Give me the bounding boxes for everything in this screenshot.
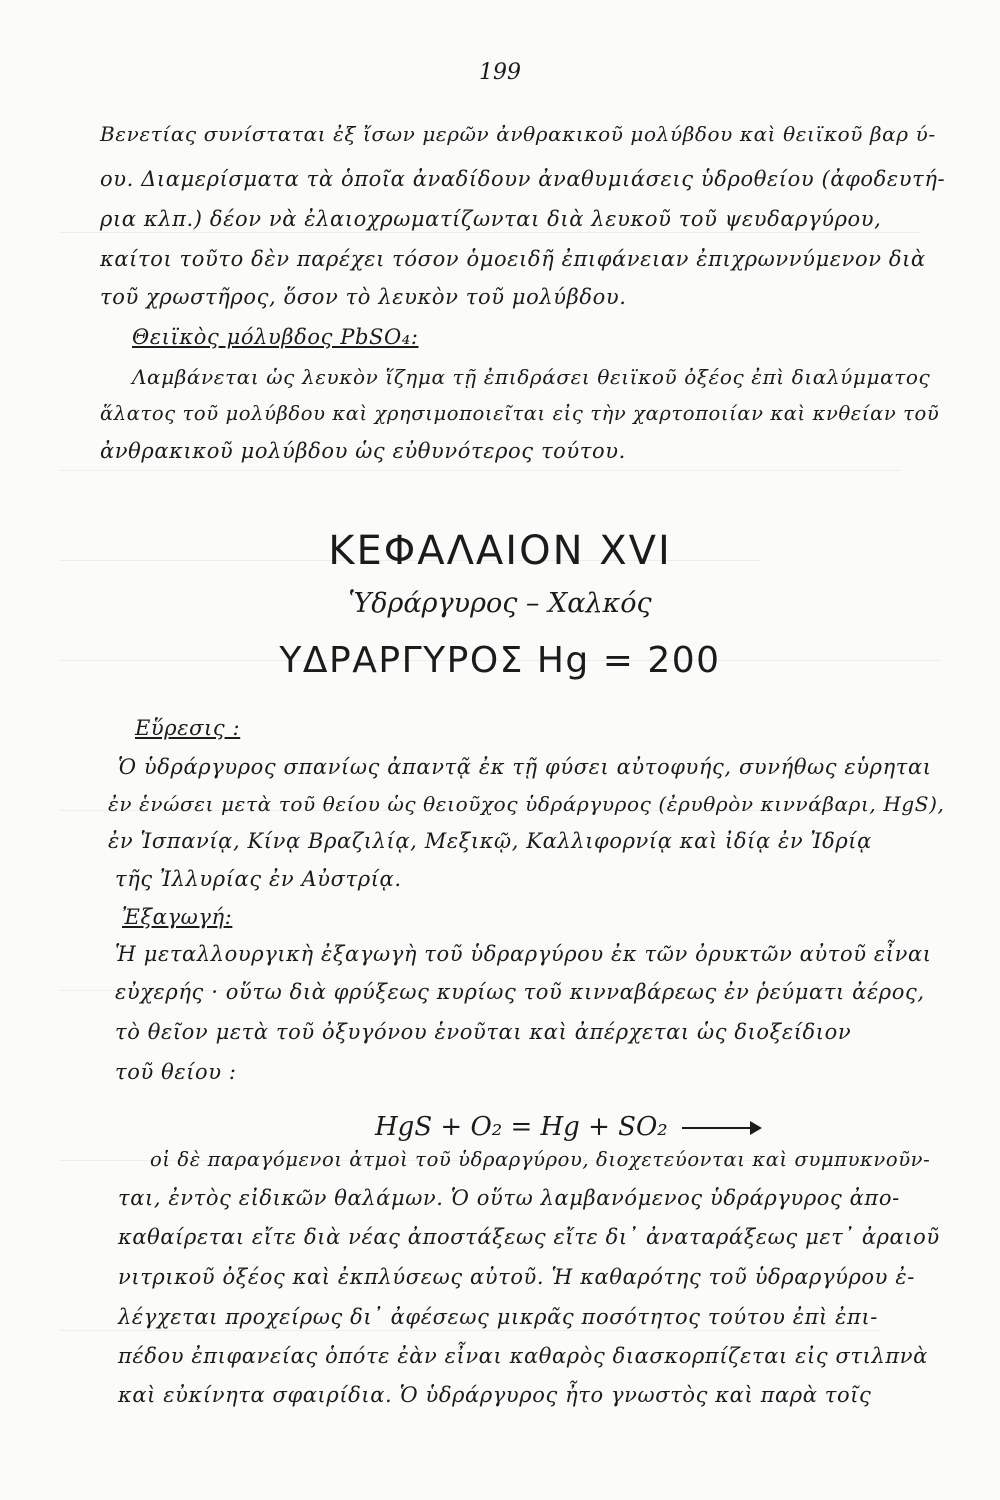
page-number: 199: [479, 60, 521, 85]
text-line: πέδου ἐπιφανείας ὁπότε ἐὰν εἶναι καθαρὸς διασκορπίζεται εἰς στιλπνὰ: [118, 1344, 928, 1368]
text-line: λέγχεται προχείρως δι᾽ ἀφέσεως μικρᾶς ποσότητος τούτου ἐπὶ ἐπι-: [118, 1305, 878, 1329]
text-line: καίτοι τοῦτο δὲν παρέχει τόσον ὁμοειδῆ ἐπιφάνειαν ἐπιχρωννύμενον διὰ: [100, 247, 926, 271]
section-heading-extraction: Ἐξαγωγή:: [122, 905, 233, 929]
section-heading-lead-sulfate: Θειϊκὸς μόλυβδος PbSO₄:: [132, 325, 419, 349]
text-line: καθαίρεται εἴτε διὰ νέας ἀποστάξεως εἴτε δι᾽ ἀναταράξεως μετ᾽ ἀραιοῦ: [118, 1225, 940, 1249]
text-line: ου. Διαμερίσματα τὰ ὁποῖα ἀναδίδουν ἀναθυμιάσεις ὑδροθείου (ἀφοδευτή-: [100, 167, 946, 191]
text-line: ἀνθρακικοῦ μολύβδου ὡς εὐθυνότερος τούτου.: [100, 439, 626, 463]
text-line: τοῦ χρωστῆρος, ὅσον τὸ λευκὸν τοῦ μολύβδου.: [100, 285, 627, 309]
reaction-arrow-icon: [682, 1127, 760, 1129]
text-line: ἐν Ἱσπανίᾳ, Κίνᾳ Βραζιλίᾳ, Μεξικῷ, Καλλιφορνίᾳ καὶ ἰδίᾳ ἐν Ἰδρίᾳ: [108, 829, 872, 853]
equation-text: HgS + O₂ = Hg + SO₂: [375, 1112, 668, 1142]
text-line: οἱ δὲ παραγόμενοι ἀτμοὶ τοῦ ὑδραργύρου, διοχετεύονται καὶ συμπυκνοῦν-: [150, 1148, 931, 1171]
element-heading: ΥΔΡΑΡΓΥΡΟΣ Hg = 200: [279, 640, 721, 681]
section-heading-occurrence: Εὕρεσις :: [135, 716, 241, 740]
text-line: νιτρικοῦ ὀξέος καὶ ἐκπλύσεως αὐτοῦ. Ἡ καθαρότης τοῦ ὑδραργύρου ἐ-: [118, 1265, 915, 1289]
text-line: Βενετίας συνίσταται ἐξ ἴσων μερῶν ἀνθρακικοῦ μολύβδου καὶ θειϊκοῦ βαρ ύ-: [100, 122, 936, 146]
chemical-equation: [375, 1112, 760, 1142]
text-line: Λαμβάνεται ὡς λευκὸν ἵζημα τῇ ἐπιδράσει θειϊκοῦ ὀξέος ἐπὶ διαλύμματος: [132, 365, 931, 389]
text-line: εὐχερής · οὕτω διὰ φρύξεως κυρίως τοῦ κινναβάρεως ἐν ῥεύματι ἀέρος,: [115, 980, 925, 1004]
text-line: τὸ θεῖον μετὰ τοῦ ὀξυγόνου ἑνοῦται καὶ ἀπέρχεται ὡς διοξείδιον: [115, 1020, 852, 1044]
text-line: τῆς Ἰλλυρίας ἐν Αὐστρίᾳ.: [115, 867, 402, 891]
text-line: Ἡ μεταλλουργικὴ ἐξαγωγὴ τοῦ ὑδραργύρου ἐκ τῶν ὀρυκτῶν αὐτοῦ εἶναι: [115, 942, 932, 966]
text-line: ται, ἐντὸς εἰδικῶν θαλάμων. Ὁ οὕτω λαμβανόμενος ὑδράργυρος ἀπο-: [118, 1186, 900, 1210]
text-line: Ὁ ὑδράργυρος σπανίως ἀπαντᾷ ἐκ τῇ φύσει αὐτοφυής, συνήθως εὑρηται: [118, 755, 932, 779]
text-line: ἅλατος τοῦ μολύβδου καὶ χρησιμοποιεῖται εἰς τὴν χαρτοποιίαν καὶ κνθείαν τοῦ: [100, 402, 940, 425]
text-line: ἐν ἑνώσει μετὰ τοῦ θείου ὡς θειοῦχος ὑδράργυρος (ἐρυθρὸν κιννάβαρι, HgS),: [108, 792, 945, 816]
chapter-subtitle: Ὑδράργυρος – Χαλκός: [348, 588, 652, 619]
chapter-title: ΚΕΦΑΛΑΙΟΝ XVI: [328, 528, 672, 574]
text-line: ρια κλπ.) δέον νὰ ἐλαιοχρωματίζωνται διὰ λευκοῦ τοῦ ψευδαργύρου,: [100, 207, 882, 231]
text-line: καὶ εὐκίνητα σφαιρίδια. Ὁ ὑδράργυρος ἦτο γνωστὸς καὶ παρὰ τοῖς: [118, 1383, 872, 1407]
text-line: τοῦ θείου :: [115, 1060, 237, 1084]
